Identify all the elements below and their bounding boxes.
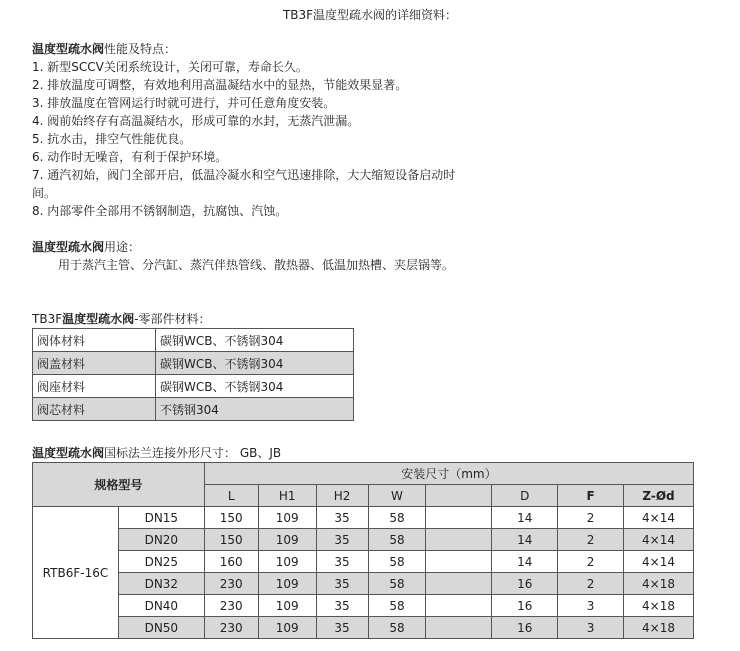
column-header <box>426 485 492 507</box>
table-cell: 109 <box>258 507 316 529</box>
feature-item: 4. 阀前始终存有高温凝结水，形成可靠的水封，无蒸汽泄漏。 <box>32 114 360 128</box>
material-value: 不锈钢304 <box>156 398 354 421</box>
table-cell: 2 <box>558 573 624 595</box>
materials-heading-prefix: TB3F <box>32 312 63 326</box>
table-row <box>33 551 694 573</box>
usage-heading-rest: 用途： <box>104 240 141 254</box>
table-cell <box>426 595 492 617</box>
dn-cell: DN50 <box>118 617 204 639</box>
features-heading-rest: 性能及特点： <box>104 42 177 56</box>
column-header: L <box>204 485 258 507</box>
table-cell: 4×14 <box>624 529 694 551</box>
table-cell: 4×18 <box>624 595 694 617</box>
materials-table <box>32 328 354 421</box>
table-cell: 4×14 <box>624 507 694 529</box>
table-cell: 35 <box>316 617 368 639</box>
material-part: 阀芯材料 <box>33 398 156 421</box>
table-cell: 58 <box>368 507 426 529</box>
table-cell: 4×14 <box>624 551 694 573</box>
dn-cell: DN32 <box>118 573 204 595</box>
material-part: 阀盖材料 <box>33 352 156 375</box>
table-cell: 58 <box>368 573 426 595</box>
column-header: F <box>558 485 624 507</box>
material-value: 碳钢WCB、不锈钢304 <box>156 375 354 398</box>
dimensions-heading <box>32 444 281 461</box>
spec-header: 规格型号 <box>33 463 205 507</box>
column-header: W <box>368 485 426 507</box>
table-row <box>33 617 694 639</box>
materials-heading-rest: -零部件材料： <box>134 312 211 326</box>
table-cell: 58 <box>368 529 426 551</box>
column-header: H2 <box>316 485 368 507</box>
table-cell: 4×18 <box>624 617 694 639</box>
table-cell: 109 <box>258 595 316 617</box>
table-cell: 2 <box>558 551 624 573</box>
feature-list <box>32 58 462 220</box>
features-heading <box>32 40 176 57</box>
dimensions-heading-bold: 温度型疏水阀 <box>32 446 105 460</box>
feature-item: 2. 排放温度可调整，有效地利用高温凝结水中的显热，节能效果显著。 <box>32 78 408 92</box>
feature-item: 8. 内部零件全部用不锈钢制造，抗腐蚀、汽蚀。 <box>32 204 288 218</box>
material-part: 阀体材料 <box>33 329 156 352</box>
install-header: 安装尺寸（mm） <box>204 463 693 485</box>
feature-item: 3. 排放温度在管网运行时就可进行，并可任意角度安装。 <box>32 96 336 110</box>
table-cell: 58 <box>368 617 426 639</box>
table-cell: 16 <box>492 595 558 617</box>
table-cell <box>426 507 492 529</box>
table-row <box>33 595 694 617</box>
table-cell: 230 <box>204 595 258 617</box>
table-cell: 109 <box>258 551 316 573</box>
dn-cell: DN15 <box>118 507 204 529</box>
table-cell: 16 <box>492 573 558 595</box>
table-cell <box>426 551 492 573</box>
material-part: 阀座材料 <box>33 375 156 398</box>
table-cell <box>426 573 492 595</box>
material-row <box>33 329 354 352</box>
material-row <box>33 352 354 375</box>
table-cell: 35 <box>316 529 368 551</box>
dimensions-table <box>32 462 694 639</box>
table-cell: 35 <box>316 507 368 529</box>
table-cell: 4×18 <box>624 573 694 595</box>
table-cell: 109 <box>258 573 316 595</box>
table-cell: 3 <box>558 595 624 617</box>
table-cell: 14 <box>492 551 558 573</box>
table-cell: 2 <box>558 507 624 529</box>
table-row <box>33 529 694 551</box>
materials-heading <box>32 310 210 327</box>
material-row <box>33 375 354 398</box>
table-cell: 109 <box>258 529 316 551</box>
feature-item: 1. 新型SCCV关闭系统设计，关闭可靠，寿命长久。 <box>32 60 308 74</box>
table-cell: 16 <box>492 617 558 639</box>
table-cell: 109 <box>258 617 316 639</box>
column-header: D <box>492 485 558 507</box>
dn-cell: DN20 <box>118 529 204 551</box>
table-cell: 230 <box>204 573 258 595</box>
column-header: Z-Ød <box>624 485 694 507</box>
table-cell: 35 <box>316 573 368 595</box>
table-cell: 14 <box>492 529 558 551</box>
page-title: TB3F温度型疏水阀的详细资料： <box>282 8 458 22</box>
model-cell: RTB6F-16C <box>33 507 119 639</box>
dn-cell: DN40 <box>118 595 204 617</box>
table-cell <box>426 617 492 639</box>
material-value: 碳钢WCB、不锈钢304 <box>156 352 354 375</box>
table-cell: 14 <box>492 507 558 529</box>
table-cell: 230 <box>204 617 258 639</box>
material-value: 碳钢WCB、不锈钢304 <box>156 329 354 352</box>
table-cell: 150 <box>204 507 258 529</box>
features-heading-bold: 温度型疏水阀 <box>32 42 105 56</box>
table-cell: 58 <box>368 551 426 573</box>
feature-item: 6. 动作时无噪音，有利于保护环境。 <box>32 150 228 164</box>
table-cell: 58 <box>368 595 426 617</box>
table-row <box>33 573 694 595</box>
usage-text: 用于蒸汽主管、分汽缸、蒸汽伴热管线、散热器、低温加热槽、夹层锅等。 <box>58 258 455 272</box>
table-cell: 160 <box>204 551 258 573</box>
dn-cell: DN25 <box>118 551 204 573</box>
table-row <box>33 507 694 529</box>
usage-heading-bold: 温度型疏水阀 <box>32 240 105 254</box>
table-cell: 3 <box>558 617 624 639</box>
feature-item: 5. 抗水击，排空气性能优良。 <box>32 132 192 146</box>
usage-heading <box>32 238 140 255</box>
table-cell: 35 <box>316 551 368 573</box>
feature-item: 7. 通汽初始，阀门全部开启，低温冷凝水和空气迅速排除，大大缩短设备启动时间。 <box>32 168 456 200</box>
table-cell: 2 <box>558 529 624 551</box>
table-cell: 150 <box>204 529 258 551</box>
table-cell: 35 <box>316 595 368 617</box>
column-header: H1 <box>258 485 316 507</box>
dimensions-heading-rest: 国标法兰连接外形尺寸： GB、JB <box>104 446 282 460</box>
material-row <box>33 398 354 421</box>
materials-heading-bold: 温度型疏水阀 <box>62 312 135 326</box>
table-cell <box>426 529 492 551</box>
